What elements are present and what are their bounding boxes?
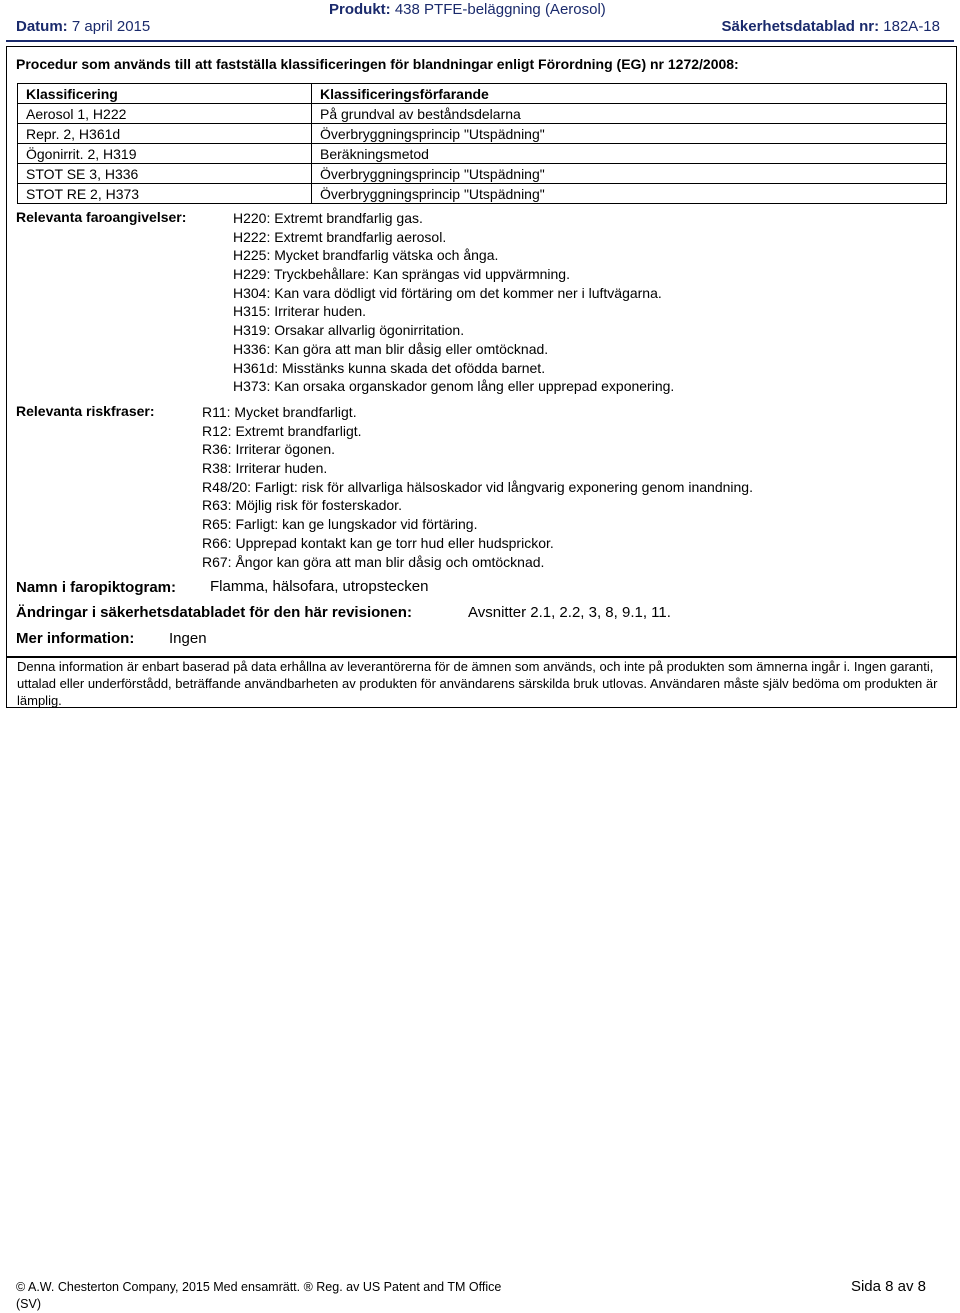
list-item: H373: Kan orsaka organskador genom lång eller upprepad exponering.	[233, 378, 675, 395]
table-cell: Aerosol 1, H222	[18, 104, 312, 124]
table-cell: STOT RE 2, H373	[18, 184, 312, 204]
changes-value: Avsnitter 2.1, 2.2, 3, 8, 9.1, 11.	[468, 604, 671, 621]
footer-copyright	[16, 1279, 501, 1313]
list-item: H225: Mycket brandfarlig vätska och ånga.	[233, 247, 499, 264]
list-item: H319: Orsakar allvarlig ögonirritation.	[233, 322, 465, 339]
header-sds-number	[722, 18, 940, 35]
column-header: Klassificeringsförfarande	[312, 84, 947, 104]
product-value: 438 PTFE-beläggning (Aerosol)	[394, 1, 606, 18]
hazard-statements-label: Relevanta faroangivelser:	[16, 209, 187, 225]
language-code: (SV)	[16, 1297, 41, 1311]
risk-phrases-list	[202, 403, 753, 571]
list-item: R67: Ångor kan göra att man blir dåsig och omtöcknad.	[202, 553, 545, 570]
hazard-statements-list	[233, 209, 674, 396]
date-value: 7 april 2015	[71, 18, 151, 35]
list-item: H315: Irriterar huden.	[233, 303, 367, 320]
table-cell: På grundval av beståndsdelarna	[312, 104, 947, 124]
sds-value: 182A-18	[883, 18, 940, 35]
table-row	[18, 104, 947, 124]
list-item: R48/20: Farligt: risk för allvarliga hälsoskador vid långvarig exponering genom inandning.	[202, 478, 753, 495]
table-row	[18, 144, 947, 164]
list-item: H222: Extremt brandfarlig aerosol.	[233, 228, 447, 245]
table-cell: STOT SE 3, H336	[18, 164, 312, 184]
header-date	[16, 18, 150, 35]
list-item: H361d: Misstänks kunna skada det ofödda barnet.	[233, 359, 546, 376]
copyright-text: © A.W. Chesterton Company, 2015 Med ensamrätt. ® Reg. av US Patent and TM Office	[16, 1280, 502, 1294]
table-row	[18, 184, 947, 204]
table-cell: Ögonirrit. 2, H319	[18, 144, 312, 164]
list-item: H220: Extremt brandfarlig gas.	[233, 210, 423, 226]
more-info-label: Mer information:	[16, 630, 135, 647]
list-item: R36: Irriterar ögonen.	[202, 441, 336, 458]
header-product	[329, 1, 606, 18]
classification-section	[6, 46, 957, 657]
list-item: R63: Möjlig risk för fosterskador.	[202, 497, 402, 514]
pictogram-value: Flamma, hälsofara, utropstecken	[210, 578, 429, 595]
changes-label: Ändringar i säkerhetsdatabladet för den här revisionen:	[16, 604, 412, 621]
disclaimer-text: Denna information är enbart baserad på data erhållna av leverantörerna för de ämnen som används, och inte på produkten som ämnerna ingår i. Ingen garanti, uttalad eller underförstådd, beträffande användbarheten av produkten för användarens särskilda bruk utlovas. Användaren måste själv bedöma om produkten är lämplig.	[17, 659, 938, 708]
table-cell: Överbryggningsprincip "Utspädning"	[312, 164, 947, 184]
procedure-title: Procedur som används till att fastställa klassificeringen för blandningar enligt Förordning (EG) nr 1272/2008:	[16, 56, 739, 72]
more-info-value: Ingen	[169, 630, 207, 647]
list-item: H304: Kan vara dödligt vid förtäring om det kommer ner i luftvägarna.	[233, 284, 662, 301]
table-cell: Repr. 2, H361d	[18, 124, 312, 144]
table-cell: Överbryggningsprincip "Utspädning"	[312, 184, 947, 204]
product-label: Produkt:	[329, 1, 391, 18]
page-header	[0, 0, 960, 40]
table-cell: Överbryggningsprincip "Utspädning"	[312, 124, 947, 144]
column-header: Klassificering	[18, 84, 312, 104]
classification-table	[17, 83, 947, 204]
page-number: Sida 8 av 8	[850, 1278, 926, 1295]
list-item: R66: Upprepad kontakt kan ge torr hud eller hudsprickor.	[202, 534, 554, 551]
sds-label: Säkerhetsdatablad nr:	[721, 18, 880, 35]
disclaimer-section	[6, 657, 957, 708]
list-item: R65: Farligt: kan ge lungskador vid förtäring.	[202, 516, 478, 533]
list-item: R38: Irriterar huden.	[202, 460, 328, 477]
table-row	[18, 164, 947, 184]
list-item: R12: Extremt brandfarligt.	[202, 422, 362, 439]
list-item: H229: Tryckbehållare: Kan sprängas vid uppvärmning.	[233, 266, 570, 283]
date-label: Datum:	[16, 18, 68, 35]
table-cell: Beräkningsmetod	[312, 144, 947, 164]
risk-phrases-label: Relevanta riskfraser:	[16, 403, 155, 419]
list-item: R11: Mycket brandfarligt.	[202, 404, 357, 420]
list-item: H336: Kan göra att man blir dåsig eller omtöcknad.	[233, 340, 549, 357]
table-row	[18, 124, 947, 144]
pictogram-label: Namn i faropiktogram:	[16, 579, 177, 596]
header-divider	[6, 40, 954, 42]
table-header-row	[18, 84, 947, 104]
